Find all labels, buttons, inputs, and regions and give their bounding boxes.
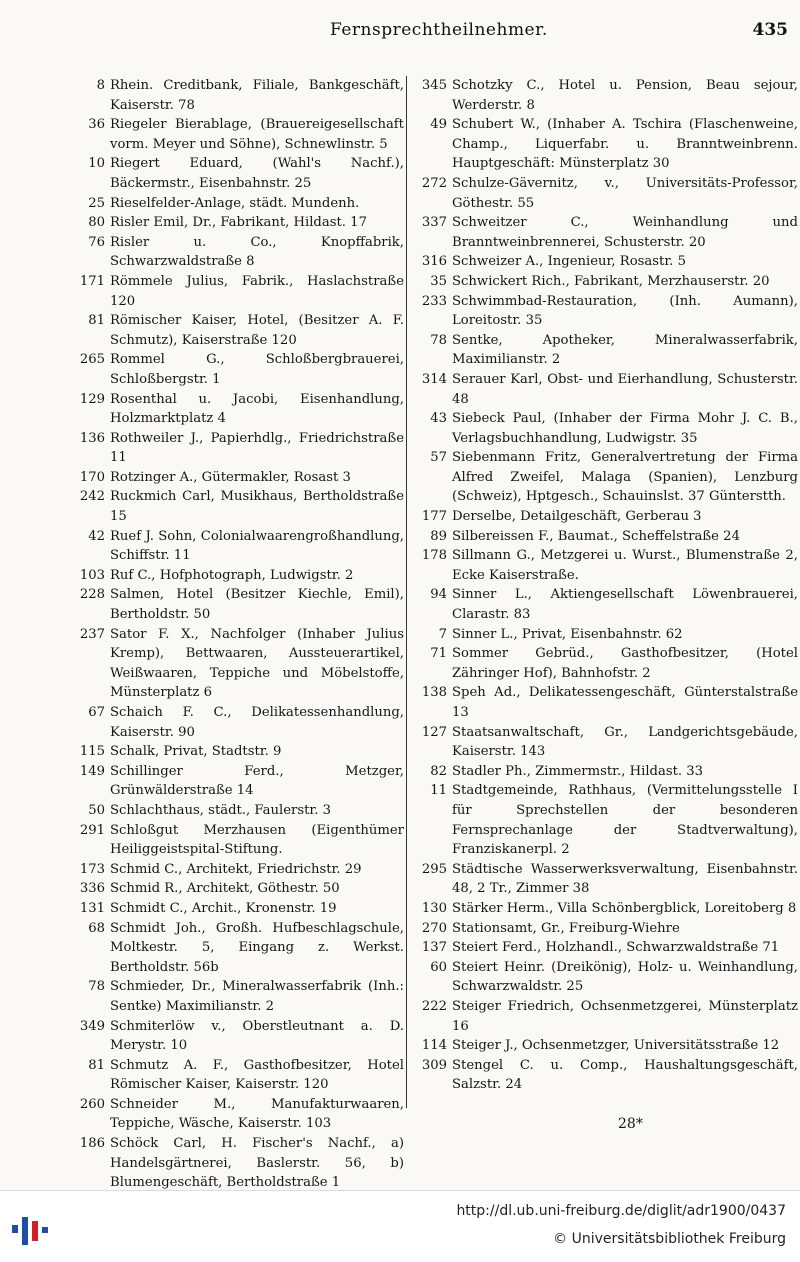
subscriber-text: Schweitzer C., Weinhandlung und Branntweinbrennerei, Schusterstr. 20 [452, 215, 798, 250]
subscriber-text: Schaich F. C., Delikatessenhandlung, Kaiserstr. 90 [110, 705, 404, 740]
phone-number: 8 [96, 78, 105, 93]
subscriber-text: Römmele Julius, Fabrik., Haslachstraße 120 [110, 273, 404, 309]
phone-number: 177 [421, 509, 447, 525]
directory-entry [72, 468, 404, 488]
phone-number: 291 [79, 822, 105, 838]
subscriber-text: Sentke, Apotheker, Mineralwasserfabrik, Maximilianstr. 2 [452, 332, 798, 368]
directory-entry [72, 762, 404, 801]
phone-number: 265 [79, 352, 105, 368]
directory-entry [72, 429, 404, 468]
phone-number: 137 [421, 940, 447, 956]
subscriber-text: Risler u. Co., Knopffabrik, Schwarzwaldstraße 8 [110, 234, 404, 270]
subscriber-text: Schmieder, Dr., Mineralwasserfabrik (Inh.: Sentke) Maximilianstr. 2 [110, 979, 404, 1014]
directory-entry [414, 762, 798, 782]
phone-number: 171 [79, 273, 105, 289]
phone-number: 349 [79, 1018, 105, 1034]
directory-entry [72, 350, 404, 389]
directory-entry [414, 860, 798, 899]
phone-number: 103 [79, 567, 105, 583]
subscriber-text: Rosenthal u. Jacobi, Eisenhandlung, Holzmarktplatz 4 [110, 391, 404, 427]
phone-number: 68 [88, 920, 105, 936]
directory-entry [72, 390, 404, 429]
directory-entry [72, 154, 404, 193]
phone-number: 337 [421, 215, 447, 231]
subscriber-text: Steiger J., Ochsenmetzger, Universitätsstraße 12 [452, 1038, 780, 1054]
phone-number: 67 [88, 705, 105, 720]
subscriber-text: Schmiterlöw v., Oberstleutnant a. D. Merystr. 10 [110, 1018, 404, 1054]
subscriber-text: Schotzky C., Hotel u. Pension, Beau sejour, Werderstr. 8 [452, 78, 798, 113]
directory-entry [72, 272, 404, 311]
subscriber-text: Schillinger Ferd., Metzger, Grünwälderstraße 14 [110, 763, 404, 799]
phone-number: 42 [88, 528, 105, 544]
directory-entry [414, 409, 798, 448]
subscriber-text: Serauer Karl, Obst- und Eierhandlung, Schusterstr. 48 [452, 371, 798, 407]
subscriber-text: Schöck Carl, H. Fischer's Nachf., a) Handelsgärtnerei, Baslerstr. 56, b) Blumengeschäft, Bertholdstraße 1 [110, 1136, 404, 1191]
phone-number: 78 [88, 979, 105, 995]
phone-number: 260 [79, 1096, 105, 1112]
phone-number: 78 [430, 332, 447, 348]
directory-entry [414, 683, 798, 722]
directory-entry [414, 644, 798, 683]
directory-entry [414, 370, 798, 409]
subscriber-text: Ruckmich Carl, Musikhaus, Bertholdstraße 15 [110, 489, 404, 525]
subscriber-text: Schubert W., (Inhaber A. Tschira (Flaschenweine, Champ., Liquerfabr. u. Branntweinbrenn. Hauptgeschäft: Münsterplatz 30 [452, 117, 798, 172]
phone-number: 115 [79, 744, 105, 760]
directory-entry [414, 1036, 798, 1056]
subscriber-text: Schmid C., Architekt, Friedrichstr. 29 [110, 861, 362, 877]
page-header [0, 10, 800, 50]
directory-entry [414, 938, 798, 958]
page-number: 435 [752, 20, 788, 40]
directory-entry [414, 174, 798, 213]
phone-number: 7 [438, 626, 447, 642]
directory-entry [72, 115, 404, 154]
directory-entry [72, 879, 404, 899]
subscriber-text: Steiger Friedrich, Ochsenmetzgerei, Münsterplatz 16 [452, 998, 798, 1034]
phone-number: 94 [430, 587, 447, 603]
subscriber-text: Siebeck Paul, (Inhaber der Firma Mohr J. C. B., Verlagsbuchhandlung, Ludwigstr. 35 [452, 411, 798, 446]
subscriber-text: Speh Ad., Delikatessengeschäft, Günterstalstraße 13 [452, 685, 798, 720]
phone-number: 49 [430, 117, 447, 133]
directory-entry [72, 213, 404, 233]
directory-entry [72, 1056, 404, 1095]
directory-entry [72, 742, 404, 762]
phone-number: 233 [421, 293, 447, 309]
phone-number: 127 [421, 724, 447, 740]
phone-number: 129 [79, 391, 105, 407]
subscriber-text: Schmidt C., Archit., Kronenstr. 19 [110, 900, 337, 916]
subscriber-text: Römischer Kaiser, Hotel, (Besitzer A. F. Schmutz), Kaiserstraße 120 [110, 313, 404, 348]
directory-entry [414, 723, 798, 762]
directory-entry [72, 311, 404, 350]
directory-entry [414, 527, 798, 547]
ub-freiburg-logo-icon [10, 1211, 50, 1247]
directory-entry [72, 860, 404, 880]
phone-number: 149 [79, 763, 105, 779]
subscriber-text: Stationsamt, Gr., Freiburg-Wiehre [452, 920, 680, 936]
subscriber-text: Schalk, Privat, Stadtstr. 9 [110, 744, 282, 760]
directory-entry [72, 821, 404, 860]
phone-number: 228 [79, 587, 105, 603]
phone-number: 10 [88, 156, 105, 172]
phone-number: 60 [430, 959, 447, 975]
phone-number: 36 [88, 117, 105, 133]
subscriber-text: Ruef J. Sohn, Colonialwaarengroßhandlung, Schiffstr. 11 [110, 528, 404, 564]
directory-entry [414, 115, 798, 174]
phone-number: 57 [430, 450, 447, 466]
subscriber-text: Riegeler Bierablage, (Brauereigesellschaft vorm. Meyer und Söhne), Schnewlinstr. 5 [110, 117, 404, 152]
phone-number: 80 [88, 215, 105, 231]
directory-columns [0, 76, 800, 1191]
subscriber-text: Schmid R., Architekt, Göthestr. 50 [110, 881, 340, 897]
phone-number: 11 [430, 783, 447, 799]
phone-number: 345 [421, 78, 447, 93]
subscriber-text: Schloßgut Merzhausen (Eigenthümer Heiliggeistspital-Stiftung. [110, 822, 404, 858]
directory-entry [72, 801, 404, 821]
subscriber-text: Rommel G., Schloßbergbrauerei, Schloßbergstr. 1 [110, 352, 404, 387]
directory-entry [72, 1134, 404, 1193]
phone-number: 43 [430, 411, 447, 427]
directory-entry [72, 1017, 404, 1056]
phone-number: 50 [88, 802, 105, 818]
subscriber-text: Risler Emil, Dr., Fabrikant, Hildast. 17 [110, 215, 367, 231]
phone-number: 114 [421, 1038, 447, 1054]
directory-entry [414, 919, 798, 939]
directory-entry [414, 1056, 798, 1095]
subscriber-text: Schwickert Rich., Fabrikant, Merzhauserstr. 20 [452, 273, 770, 289]
subscriber-text: Stärker Herm., Villa Schönbergblick, Loreitoberg 8 [452, 900, 797, 916]
right-column [414, 76, 798, 1146]
page-title: Fernsprechtheilnehmer. [330, 20, 548, 40]
subscriber-text: Schweizer A., Ingenieur, Rosastr. 5 [452, 254, 686, 270]
directory-entry [414, 448, 798, 507]
subscriber-text: Sillmann G., Metzgerei u. Wurst., Blumenstraße 2, Ecke Kaiserstraße. [452, 548, 798, 583]
directory-entry [72, 233, 404, 272]
subscriber-text: Staatsanwaltschaft, Gr., Landgerichtsgebäude, Kaiserstr. 143 [452, 724, 798, 760]
subscriber-text: Sommer Gebrüd., Gasthofbesitzer, (Hotel Zähringer Hof), Bahnhofstr. 2 [452, 646, 798, 681]
subscriber-text: Rhein. Creditbank, Filiale, Bankgeschäft, Kaiserstr. 78 [110, 78, 404, 113]
subscriber-text: Schneider M., Manufakturwaaren, Teppiche, Wäsche, Kaiserstr. 103 [110, 1096, 404, 1132]
subscriber-text: Schulze-Gävernitz, v., Universitäts-Professor, Göthestr. 55 [452, 175, 798, 211]
phone-number: 270 [421, 920, 447, 936]
phone-number: 242 [79, 489, 105, 505]
subscriber-text: Steiert Ferd., Holzhandl., Schwarzwaldstraße 71 [452, 940, 780, 956]
directory-entry [72, 76, 404, 115]
phone-number: 186 [79, 1136, 105, 1152]
column-divider [406, 76, 407, 1108]
subscriber-text: Salmen, Hotel (Besitzer Kiechle, Emil), Bertholdstr. 50 [110, 587, 404, 623]
phone-number: 138 [421, 685, 447, 701]
subscriber-text: Riegert Eduard, (Wahl's Nachf.), Bäckermstr., Eisenbahnstr. 25 [110, 156, 404, 191]
subscriber-text: Stadtgemeinde, Rathhaus, (Vermittelungsstelle I für Sprechstellen der besonderen Fernsprechanlage der Stadtverwaltung), Franziskanerpl. 2 [452, 783, 798, 858]
phone-number: 336 [79, 881, 105, 897]
signature-mark: 28* [618, 1116, 643, 1132]
subscriber-text: Silbereissen F., Baumat., Scheffelstraße 24 [452, 528, 740, 544]
copyright-notice: © Universitätsbibliothek Freiburg [553, 1231, 786, 1247]
subscriber-text: Stadler Ph., Zimmermstr., Hildast. 33 [452, 763, 704, 779]
directory-entry [72, 1095, 404, 1134]
directory-entry [72, 919, 404, 978]
phone-number: 295 [421, 861, 447, 877]
phone-number: 25 [88, 195, 105, 211]
directory-entry [414, 76, 798, 115]
directory-entry [414, 272, 798, 292]
phone-number: 81 [88, 313, 105, 329]
phone-number: 35 [430, 273, 447, 289]
subscriber-text: Steiert Heinr. (Dreikönig), Holz- u. Weinhandlung, Schwarzwaldstr. 25 [452, 959, 798, 995]
directory-entry [414, 213, 798, 252]
phone-number: 82 [430, 763, 447, 779]
subscriber-text: Rieselfelder-Anlage, städt. Mundenh. [110, 195, 360, 211]
document-url-link[interactable]: http://dl.ub.uni-freiburg.de/diglit/adr1900/0437 [456, 1203, 786, 1219]
phone-number: 314 [421, 371, 447, 387]
directory-entry [72, 194, 404, 214]
phone-number: 170 [79, 469, 105, 485]
directory-entry [72, 977, 404, 1016]
directory-entry [414, 625, 798, 645]
phone-number: 222 [421, 998, 447, 1014]
directory-entry [414, 292, 798, 331]
subscriber-text: Stengel C. u. Comp., Haushaltungsgeschäft, Salzstr. 24 [452, 1057, 798, 1093]
directory-entry [72, 527, 404, 566]
subscriber-text: Sinner L., Privat, Eisenbahnstr. 62 [452, 626, 683, 642]
directory-entry [72, 703, 404, 742]
subscriber-text: Schlachthaus, städt., Faulerstr. 3 [110, 802, 332, 818]
directory-entry [72, 566, 404, 586]
phone-number: 178 [421, 548, 447, 564]
left-column [72, 76, 404, 1191]
viewer-footer [0, 1190, 800, 1262]
phone-number: 130 [421, 900, 447, 916]
phone-number: 81 [88, 1057, 105, 1073]
directory-entry [414, 997, 798, 1036]
subscriber-text: Rothweiler J., Papierhdlg., Friedrichstraße 11 [110, 430, 404, 466]
directory-entry [414, 546, 798, 585]
subscriber-text: Derselbe, Detailgeschäft, Gerberau 3 [452, 509, 702, 525]
directory-entry [414, 252, 798, 272]
subscriber-text: Siebenmann Fritz, Generalvertretung der Firma Alfred Zweifel, Malaga (Spanien), Lenzburg (Schweiz), Hptgesch., Schauinslst. 37 Günterstth. [452, 450, 798, 505]
directory-entry [72, 625, 404, 703]
directory-entry [414, 331, 798, 370]
directory-entry [72, 487, 404, 526]
directory-entry [72, 899, 404, 919]
subscriber-text: Sinner L., Aktiengesellschaft Löwenbrauerei, Clarastr. 83 [452, 587, 798, 623]
phone-number: 131 [79, 900, 105, 916]
subscriber-text: Schwimmbad-Restauration, (Inh. Aumann), Loreitostr. 35 [452, 293, 798, 329]
directory-entry [414, 899, 798, 919]
phone-number: 71 [430, 646, 447, 662]
phone-number: 136 [79, 430, 105, 446]
subscriber-text: Schmidt Joh., Großh. Hufbeschlagschule, Moltkestr. 5, Eingang z. Werkst. Bertholdstr. 56b [110, 920, 404, 975]
phone-number: 316 [421, 254, 447, 270]
phone-number: 309 [421, 1057, 447, 1073]
subscriber-text: Sator F. X., Nachfolger (Inhaber Julius Kremp), Bettwaaren, Aussteuerartikel, Weißwaaren, Teppiche und Möbelstoffe, Münsterplatz 6 [110, 626, 404, 701]
subscriber-text: Städtische Wasserwerksverwaltung, Eisenbahnstr. 48, 2 Tr., Zimmer 38 [452, 861, 798, 897]
subscriber-text: Rotzinger A., Gütermakler, Rosast 3 [110, 469, 351, 485]
directory-entry [414, 781, 798, 859]
directory-entry [414, 507, 798, 527]
phone-number: 272 [421, 175, 447, 191]
directory-entry [72, 585, 404, 624]
directory-entry [414, 585, 798, 624]
phone-number: 76 [88, 234, 105, 250]
phone-number: 237 [79, 626, 105, 642]
phone-number: 173 [79, 861, 105, 877]
phone-number: 89 [430, 528, 447, 544]
subscriber-text: Schmutz A. F., Gasthofbesitzer, Hotel Römischer Kaiser, Kaiserstr. 120 [110, 1057, 404, 1093]
subscriber-text: Ruf C., Hofphotograph, Ludwigstr. 2 [110, 567, 354, 583]
directory-entry [414, 958, 798, 997]
